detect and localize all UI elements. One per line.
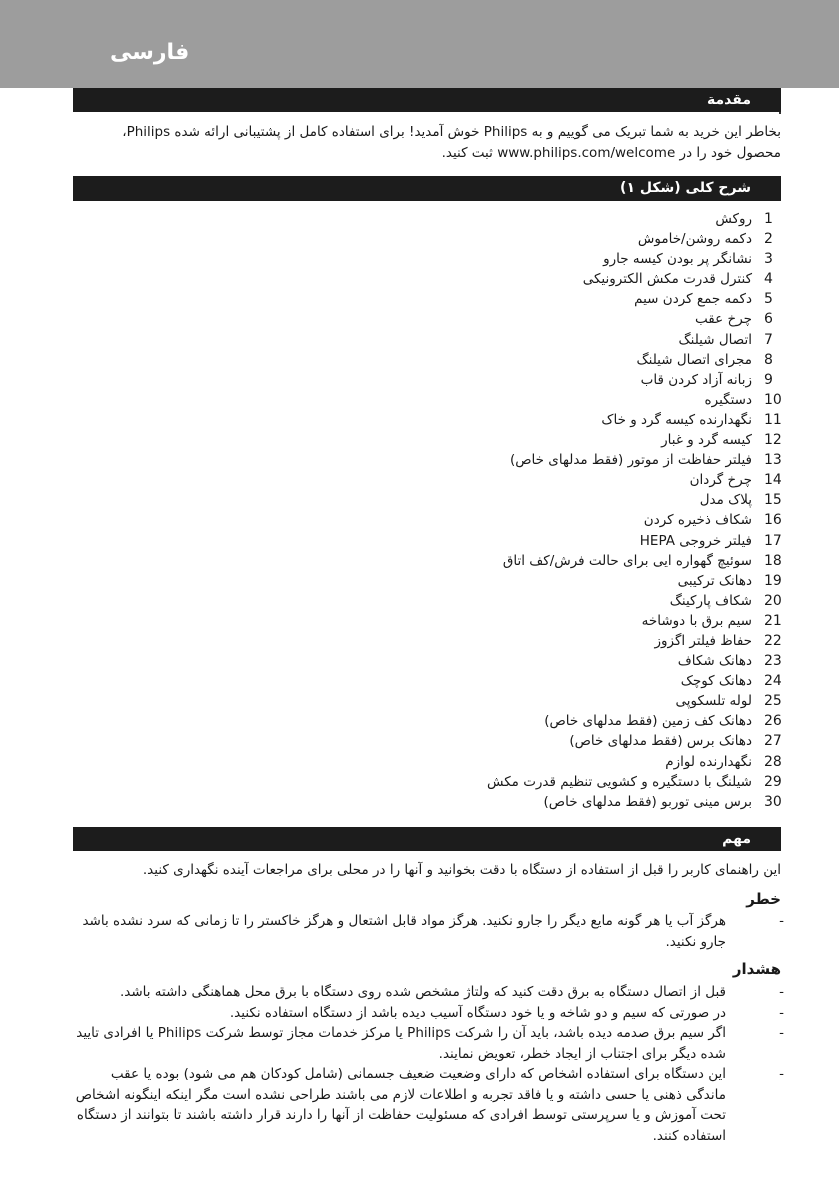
list-item [300,571,784,591]
warning-title: هشدار [732,960,781,978]
list-item [300,229,784,249]
list-item [300,330,784,350]
item-number: 28 [764,753,782,770]
list-item [300,430,784,450]
item-number: 29 [764,773,782,790]
list-item [75,1023,784,1064]
item-number: 26 [764,713,782,730]
item-label: کنترل قدرت مکش الکترونیکی [582,271,752,288]
language-title: فارسی [110,40,190,65]
bullet-text: هرگز آب یا هر گونه مایع دیگر را جارو نکنید. هرگز مواد قابل اشتعال و هرگز خاکستر را تا زمانی که سرد نشده باشد جارو نکنید. [82,913,726,950]
bullet-dash: - [779,913,784,929]
item-label: پلاک مدل [699,492,752,509]
list-item [300,450,784,470]
item-label: فیلتر حفاظت از موتور (فقط مدلهای خاص) [509,452,752,469]
list-item [300,752,784,772]
item-label: چرخ عقب [695,311,752,328]
item-number: 3 [764,251,773,268]
list-item [300,531,784,551]
list-item [75,911,784,952]
item-label: نشانگر پر بودن کیسه جارو [603,251,752,268]
list-item [300,671,784,691]
list-item [300,209,784,229]
list-item [300,269,784,289]
intro-heading-bar [73,88,781,112]
list-item [300,631,784,651]
item-number: 12 [764,432,782,449]
bullet-dash: - [779,1004,784,1021]
list-item [300,470,784,490]
danger-list [75,911,784,952]
item-number: 7 [764,331,773,348]
bullet-text: این دستگاه برای استفاده اشخاص که دارای وضعیت ضعیف جسمانی (شامل کودکان هم می شود) بوده یا عقب ماندگی ذهنی یا حسی داشته و یا فاقد تجربه و اطلاعات لازم می باشند طراحی نشده است مگر اینکه اینگونه اشخاص تحت آموزش و یا سرپرستی توسط افرادی که مسئولیت حفاظت از آنها را دارند قرار داشته باشند تا بتوانند از دستگاه استفاده کنند. [75,1066,726,1144]
list-item [300,309,784,329]
bullet-text: قبل از اتصال دستگاه به برق دقت کنید که ولتاژ مشخص شده روی دستگاه با برق محل هماهنگی داشته باشد. [119,984,726,1000]
list-item [300,510,784,530]
item-label: دهانک ترکیبی [677,572,752,589]
danger-title: خطر [746,890,781,908]
item-label: نگهدارنده کیسه گرد و خاک [601,411,752,428]
item-number: 23 [764,653,782,670]
parts-list [300,209,784,812]
item-label: لوله تلسکوپی [675,693,752,710]
bullet-dash: - [779,1025,784,1041]
list-item [300,390,784,410]
overview-heading: شرح کلی (شکل ۱) [620,180,751,196]
item-label: کیسه گرد و غبار [661,432,752,449]
item-label: چرخ گردان [689,472,752,489]
list-item [300,370,784,390]
item-label: دهانک شکاف [677,653,752,670]
item-label: نگهدارنده لوازم [665,753,752,770]
item-number: 10 [764,391,782,408]
item-number: 8 [764,351,773,368]
item-number: 25 [764,693,782,710]
intro-heading: مقدمة [707,92,751,108]
list-item [300,551,784,571]
item-number: 5 [764,291,773,308]
list-item [300,289,784,309]
item-label: شکاف پارکینگ [669,592,752,609]
item-label: شیلنگ با دستگیره و کشویی تنظیم قدرت مکش [487,773,752,790]
item-number: 11 [764,411,782,428]
bullet-dash: - [779,984,784,1000]
list-item [300,731,784,751]
list-item [300,772,784,792]
intro-text: بخاطر این خرید به شما تبریک می گوییم و به Philips خوش آمدید! برای استفاده کامل از پشتیبانی ارائه شده Philips، محصول خود را در www.philips.com/welcome ثبت کنید. [122,124,781,161]
item-number: 2 [764,231,773,248]
item-number: 20 [764,592,782,609]
list-item [75,1064,784,1146]
item-label: دهانک کف زمین (فقط مدلهای خاص) [544,713,752,730]
important-heading: مهم [722,831,751,847]
important-heading-bar [73,827,781,851]
list-item [300,691,784,711]
item-number: 4 [764,271,773,288]
list-item [300,350,784,370]
item-number: 30 [764,793,782,810]
item-label: سوئیچ گهواره ایی برای حالت فرش/کف اتاق [502,552,752,569]
item-label: فیلتر خروجی HEPA [639,532,752,549]
warning-list [75,982,784,1146]
overview-heading-bar [73,176,781,201]
item-number: 6 [764,311,773,328]
list-item [300,611,784,631]
item-label: دستگیره [704,391,752,408]
list-item [300,249,784,269]
item-label: روکش [715,211,752,227]
item-label: دهانک برس (فقط مدلهای خاص) [569,733,752,750]
bullet-text: اگر سیم برق صدمه دیده باشد، باید آن را شرکت Philips یا مرکز خدمات مجاز توسط شرکت Philips یا افرادی تایید شده دیگر برای اجتناب از ایجاد خطر، تعویض نمایند. [76,1025,726,1062]
item-label: حفاظ فیلتر اگزوز [654,632,752,649]
item-number: 14 [764,472,782,489]
item-number: 24 [764,673,782,690]
list-item [75,982,784,1003]
item-label: زبانه آزاد کردن قاب [640,371,752,388]
item-label: سیم برق با دوشاخه [641,612,752,629]
item-number: 22 [764,632,782,649]
item-number: 18 [764,552,782,569]
list-item [300,490,784,510]
item-number: 17 [764,532,782,549]
item-label: دهانک کوچک [680,673,752,690]
item-number: 9 [764,371,773,388]
important-text: این راهنمای کاربر را قبل از استفاده از دستگاه با دقت بخوانید و آنها را در محلی برای مراجعات آینده نگهداری کنید. [142,862,781,878]
item-number: 21 [764,612,782,629]
list-item [300,711,784,731]
list-item [300,410,784,430]
item-label: دکمه روشن/خاموش [637,231,752,248]
item-number: 15 [764,492,782,509]
item-label: شکاف ذخیره کردن [643,512,752,529]
list-item [300,591,784,611]
list-item [300,651,784,671]
item-label: برس مینی توربو (فقط مدلهای خاص) [543,793,752,810]
item-number: 19 [764,572,782,589]
item-label: دکمه جمع کردن سیم [634,291,752,308]
bullet-text: در صورتی که سیم و دو شاخه و یا خود دستگاه آسیب دیده باشد از دستگاه استفاده نکنید. [229,1004,726,1021]
bullet-dash: - [779,1066,784,1082]
item-number: 16 [764,512,782,529]
list-item [75,1003,784,1024]
item-number: 1 [764,211,773,227]
item-number: 13 [764,452,782,469]
list-item [300,792,784,812]
item-label: مجرای اتصال شیلنگ [636,351,752,368]
item-number: 27 [764,733,782,750]
item-label: اتصال شیلنگ [678,331,752,348]
